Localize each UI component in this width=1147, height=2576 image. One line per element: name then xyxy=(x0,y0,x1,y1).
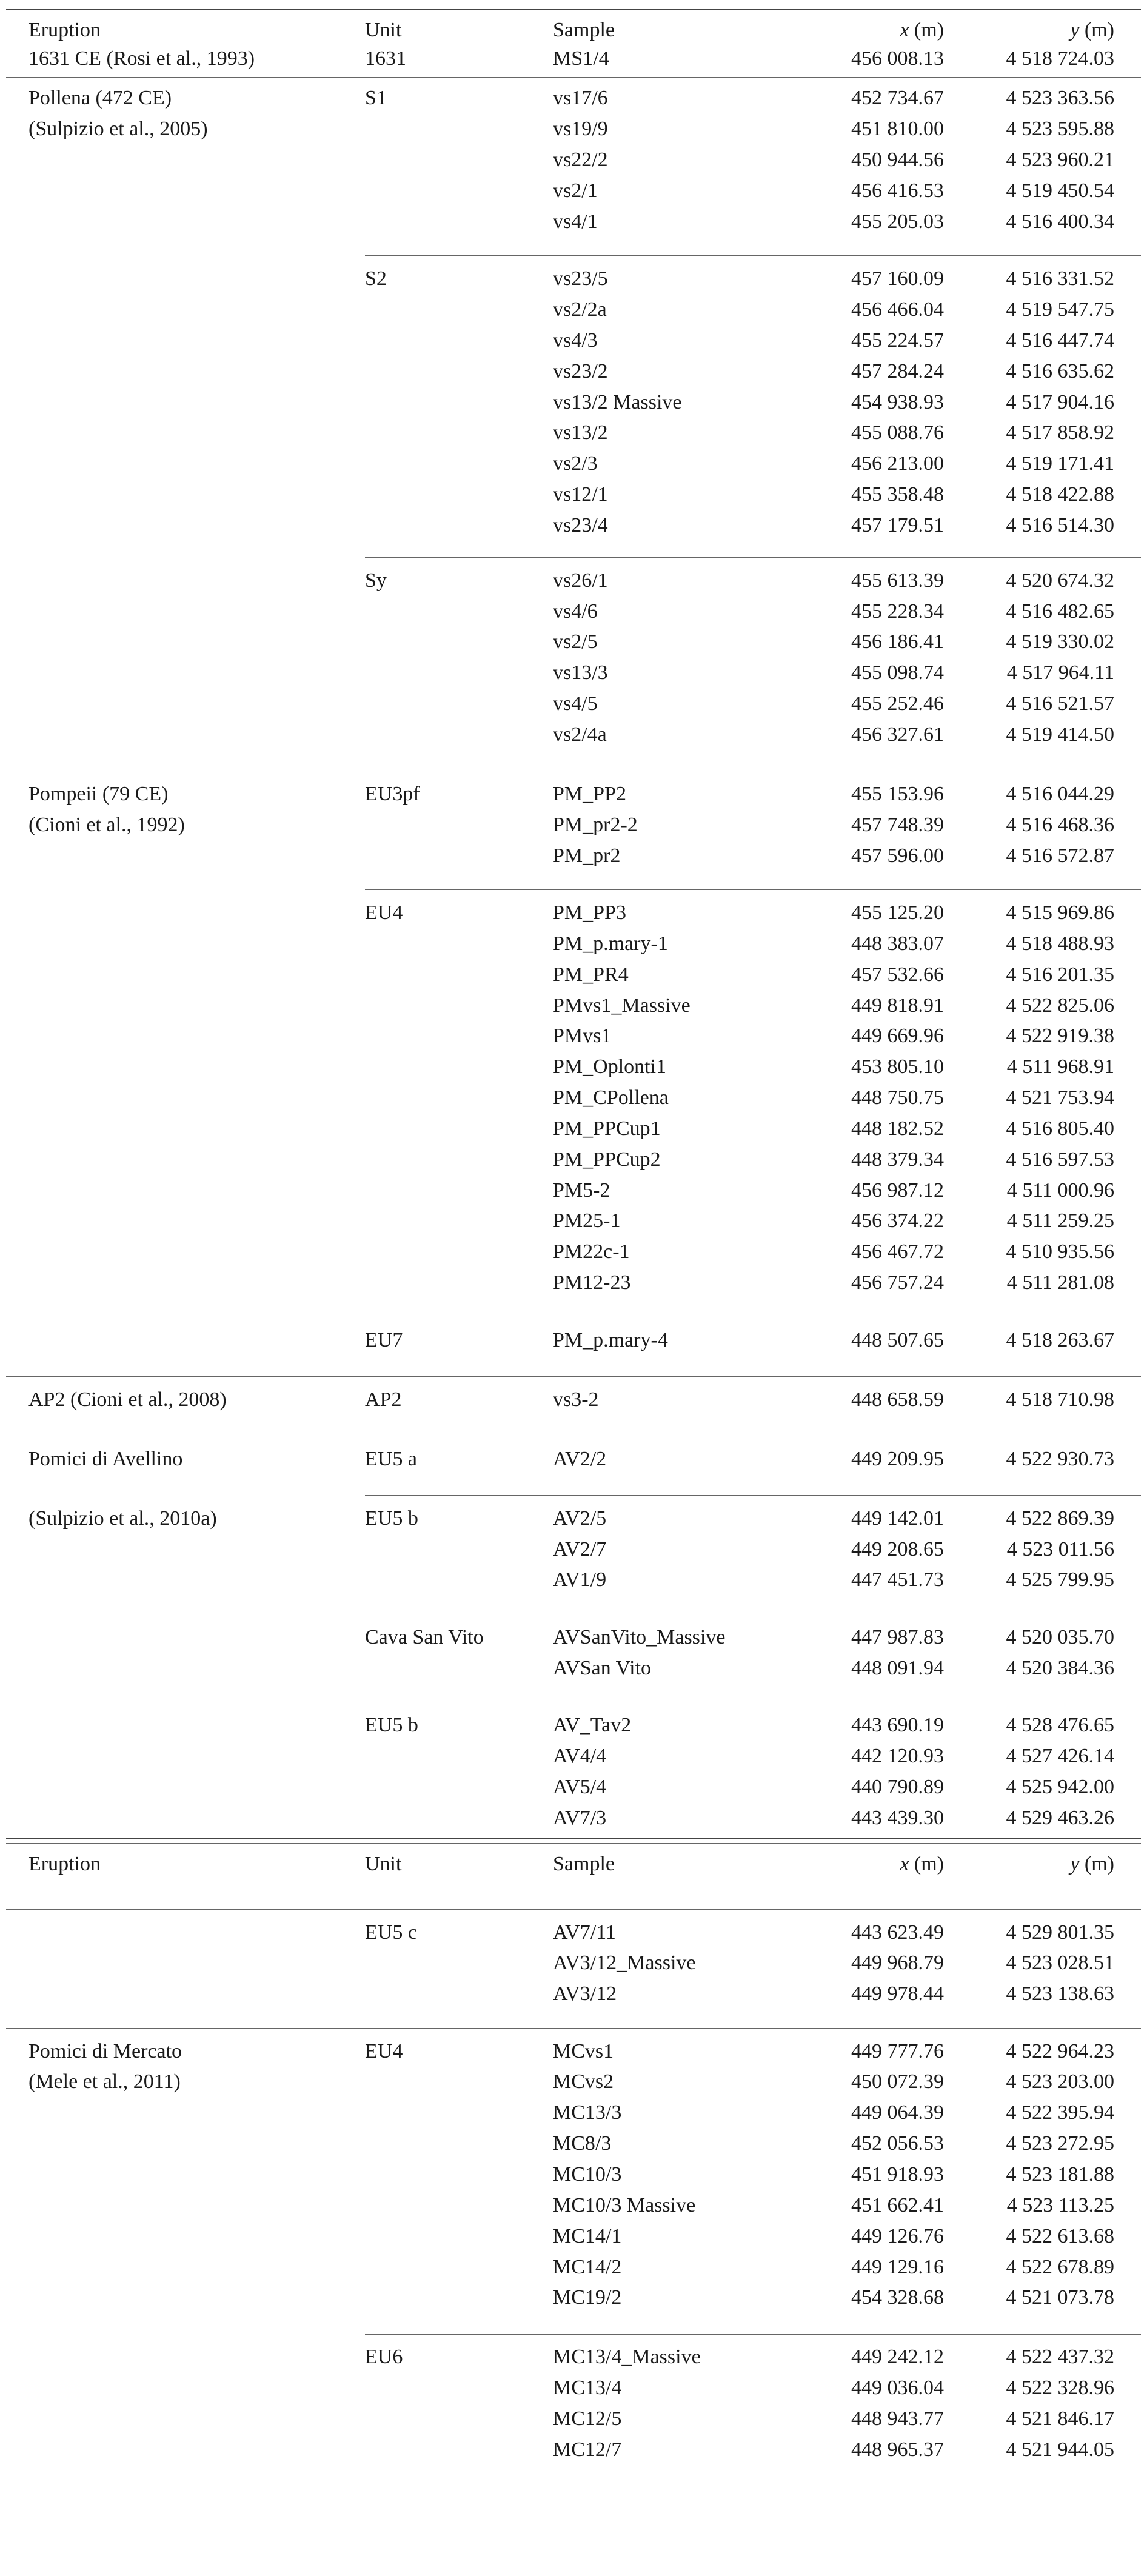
y-coordinate-cell: 4 525 942.00 xyxy=(1006,1776,1114,1798)
x-coordinate-cell: 455 098.74 xyxy=(851,661,944,684)
sample-cell: AV2/7 xyxy=(553,1538,607,1561)
x-coordinate-cell: 443 690.19 xyxy=(851,1714,944,1736)
sample-cell: vs13/3 xyxy=(553,661,608,684)
y-coordinate-cell: 4 516 572.87 xyxy=(1006,845,1114,867)
unit-cell: EU6 xyxy=(365,2346,403,2368)
x-coordinate-cell: 449 669.96 xyxy=(851,1025,944,1047)
x-coordinate-cell: 443 623.49 xyxy=(851,1921,944,1944)
y-coordinate-cell: 4 516 400.34 xyxy=(1006,210,1114,233)
unit-cell: EU5 b xyxy=(365,1714,418,1736)
sample-cell: vs22/2 xyxy=(553,149,608,171)
x-coordinate-cell: 450 944.56 xyxy=(851,149,944,171)
x-coordinate-cell: 450 072.39 xyxy=(851,2070,944,2093)
sample-cell: vs23/4 xyxy=(553,514,608,537)
sample-cell: vs19/9 xyxy=(553,118,608,140)
x-coordinate-cell: 448 507.65 xyxy=(851,1329,944,1351)
sample-cell: vs4/1 xyxy=(553,210,598,233)
y-coordinate-cell: 4 517 964.11 xyxy=(1006,661,1114,684)
y-coordinate-cell: 4 523 011.56 xyxy=(1006,1538,1114,1561)
y-coordinate-cell: 4 515 969.86 xyxy=(1006,902,1114,924)
x-coordinate-cell: 454 328.68 xyxy=(851,2286,944,2309)
sample-cell: AV2/5 xyxy=(553,1507,607,1530)
header-y: y (m) xyxy=(1070,1853,1114,1875)
y-coordinate-cell: 4 516 201.35 xyxy=(1006,963,1114,986)
y-coordinate-cell: 4 519 547.75 xyxy=(1006,298,1114,321)
y-coordinate-cell: 4 522 930.73 xyxy=(1006,1448,1114,1470)
eruption-cell: (Sulpizio et al., 2005) xyxy=(28,118,208,140)
x-coordinate-cell: 457 160.09 xyxy=(851,267,944,290)
x-coordinate-cell: 456 466.04 xyxy=(851,298,944,321)
x-coordinate-cell: 448 750.75 xyxy=(851,1086,944,1109)
y-coordinate-cell: 4 519 330.02 xyxy=(1006,631,1114,653)
eruption-cell: (Sulpizio et al., 2010a) xyxy=(28,1507,217,1530)
header-unit: Unit xyxy=(365,1853,402,1875)
x-coordinate-cell: 449 064.39 xyxy=(851,2101,944,2124)
eruption-cell: AP2 (Cioni et al., 2008) xyxy=(28,1388,227,1411)
y-coordinate-cell: 4 522 869.39 xyxy=(1006,1507,1114,1530)
y-coordinate-cell: 4 522 964.23 xyxy=(1006,2040,1114,2062)
sample-cell: vs17/6 xyxy=(553,87,608,109)
sample-cell: vs12/1 xyxy=(553,483,608,506)
sample-cell: MS1/4 xyxy=(553,47,609,70)
sample-cell: AV_Tav2 xyxy=(553,1714,632,1736)
x-coordinate-cell: 457 596.00 xyxy=(851,845,944,867)
x-coordinate-cell: 448 091.94 xyxy=(851,1657,944,1679)
x-coordinate-cell: 449 036.04 xyxy=(851,2377,944,2399)
header-eruption: Eruption xyxy=(28,19,101,41)
y-coordinate-cell: 4 510 935.56 xyxy=(1006,1240,1114,1263)
x-coordinate-cell: 456 467.72 xyxy=(851,1240,944,1263)
sample-cell: PM_CPollena xyxy=(553,1086,669,1109)
y-coordinate-cell: 4 523 363.56 xyxy=(1006,87,1114,109)
x-coordinate-cell: 452 734.67 xyxy=(851,87,944,109)
y-coordinate-cell: 4 516 514.30 xyxy=(1006,514,1114,537)
sample-cell: PM_pr2-2 xyxy=(553,814,638,836)
x-coordinate-cell: 449 129.16 xyxy=(851,2256,944,2278)
table-rule xyxy=(365,889,1141,890)
unit-cell: Cava San Vito xyxy=(365,1626,484,1648)
y-coordinate-cell: 4 518 488.93 xyxy=(1006,932,1114,955)
x-coordinate-cell: 457 748.39 xyxy=(851,814,944,836)
x-coordinate-cell: 442 120.93 xyxy=(851,1745,944,1767)
sample-cell: vs23/2 xyxy=(553,360,608,383)
x-coordinate-cell: 456 213.00 xyxy=(851,452,944,475)
y-coordinate-cell: 4 523 960.21 xyxy=(1006,149,1114,171)
y-coordinate-cell: 4 522 678.89 xyxy=(1006,2256,1114,2278)
y-coordinate-cell: 4 516 447.74 xyxy=(1006,329,1114,352)
sample-cell: AV3/12 xyxy=(553,1982,617,2005)
y-coordinate-cell: 4 511 259.25 xyxy=(1006,1209,1114,1232)
sample-cell: AV3/12_Massive xyxy=(553,1952,696,1974)
y-coordinate-cell: 4 518 710.98 xyxy=(1006,1388,1114,1411)
x-coordinate-cell: 452 056.53 xyxy=(851,2132,944,2155)
x-coordinate-cell: 448 943.77 xyxy=(851,2407,944,2430)
table-rule xyxy=(365,557,1141,558)
y-coordinate-cell: 4 518 263.67 xyxy=(1006,1329,1114,1351)
x-coordinate-cell: 448 182.52 xyxy=(851,1117,944,1140)
y-coordinate-cell: 4 516 805.40 xyxy=(1006,1117,1114,1140)
x-coordinate-cell: 455 613.39 xyxy=(851,569,944,592)
y-coordinate-cell: 4 521 846.17 xyxy=(1006,2407,1114,2430)
x-coordinate-cell: 449 142.01 xyxy=(851,1507,944,1530)
y-coordinate-cell: 4 523 203.00 xyxy=(1006,2070,1114,2093)
x-coordinate-cell: 447 987.83 xyxy=(851,1626,944,1648)
header-eruption: Eruption xyxy=(28,1853,101,1875)
sample-cell: PM_PPCup2 xyxy=(553,1148,661,1171)
x-coordinate-cell: 449 242.12 xyxy=(851,2346,944,2368)
y-coordinate-cell: 4 518 422.88 xyxy=(1006,483,1114,506)
y-coordinate-cell: 4 521 753.94 xyxy=(1006,1086,1114,1109)
y-coordinate-cell: 4 519 414.50 xyxy=(1006,723,1114,746)
unit-cell: EU5 c xyxy=(365,1921,417,1944)
y-coordinate-cell: 4 521 073.78 xyxy=(1006,2286,1114,2309)
sample-cell: PMvs1 xyxy=(553,1025,612,1047)
sample-cell: PM_p.mary-1 xyxy=(553,932,668,955)
sample-cell: PM25-1 xyxy=(553,1209,621,1232)
header-sample: Sample xyxy=(553,1853,615,1875)
y-coordinate-cell: 4 519 450.54 xyxy=(1006,179,1114,202)
x-coordinate-cell: 456 757.24 xyxy=(851,1271,944,1294)
table-rule xyxy=(6,9,1141,10)
sample-cell: PM22c-1 xyxy=(553,1240,630,1263)
header-x: x (m) xyxy=(900,19,944,41)
y-coordinate-cell: 4 511 281.08 xyxy=(1006,1271,1114,1294)
header-x: x (m) xyxy=(900,1853,944,1875)
table-rule xyxy=(6,2028,1141,2029)
x-coordinate-cell: 449 968.79 xyxy=(851,1952,944,1974)
table-rule xyxy=(365,1495,1141,1496)
y-coordinate-cell: 4 522 395.94 xyxy=(1006,2101,1114,2124)
sample-cell: vs2/1 xyxy=(553,179,598,202)
table-rule xyxy=(6,77,1141,78)
unit-cell: S1 xyxy=(365,87,387,109)
sample-cell: MC19/2 xyxy=(553,2286,622,2309)
y-coordinate-cell: 4 525 799.95 xyxy=(1006,1568,1114,1591)
y-coordinate-cell: 4 523 138.63 xyxy=(1006,1982,1114,2005)
sample-cell: vs2/4a xyxy=(553,723,607,746)
x-coordinate-cell: 453 805.10 xyxy=(851,1055,944,1078)
unit-cell: EU4 xyxy=(365,2040,403,2062)
sample-cell: MC13/4 xyxy=(553,2377,622,2399)
sample-cell: PM_p.mary-4 xyxy=(553,1329,668,1351)
header-sample: Sample xyxy=(553,19,615,41)
sample-cell: MC13/3 xyxy=(553,2101,622,2124)
unit-cell: EU4 xyxy=(365,902,403,924)
sample-cell: vs23/5 xyxy=(553,267,608,290)
y-coordinate-cell: 4 529 463.26 xyxy=(1006,1807,1114,1829)
sample-cell: MC13/4_Massive xyxy=(553,2346,701,2368)
sample-cell: MC14/2 xyxy=(553,2256,622,2278)
eruption-cell: Pompeii (79 CE) xyxy=(28,783,169,805)
y-coordinate-cell: 4 516 482.65 xyxy=(1006,600,1114,623)
x-coordinate-cell: 455 228.34 xyxy=(851,600,944,623)
sample-cell: AV2/2 xyxy=(553,1448,607,1470)
table-rule xyxy=(365,255,1141,256)
x-coordinate-cell: 449 208.65 xyxy=(851,1538,944,1561)
x-coordinate-cell: 456 416.53 xyxy=(851,179,944,202)
x-coordinate-cell: 455 224.57 xyxy=(851,329,944,352)
x-coordinate-cell: 448 383.07 xyxy=(851,932,944,955)
x-coordinate-cell: 454 938.93 xyxy=(851,391,944,413)
y-coordinate-cell: 4 517 904.16 xyxy=(1006,391,1114,413)
x-coordinate-cell: 440 790.89 xyxy=(851,1776,944,1798)
sample-cell: MC12/5 xyxy=(553,2407,622,2430)
header-unit: Unit xyxy=(365,19,402,41)
y-coordinate-cell: 4 529 801.35 xyxy=(1006,1921,1114,1944)
x-coordinate-cell: 456 186.41 xyxy=(851,631,944,653)
y-coordinate-cell: 4 528 476.65 xyxy=(1006,1714,1114,1736)
y-coordinate-cell: 4 511 000.96 xyxy=(1006,1179,1114,1202)
x-coordinate-cell: 448 379.34 xyxy=(851,1148,944,1171)
sample-cell: vs2/2a xyxy=(553,298,607,321)
sample-cell: vs13/2 xyxy=(553,421,608,444)
sample-cell: vs3-2 xyxy=(553,1388,599,1411)
y-coordinate-cell: 4 520 035.70 xyxy=(1006,1626,1114,1648)
x-coordinate-cell: 455 252.46 xyxy=(851,692,944,715)
unit-cell: EU3pf xyxy=(365,783,420,805)
unit-cell: EU5 a xyxy=(365,1448,417,1470)
y-coordinate-cell: 4 523 595.88 xyxy=(1006,118,1114,140)
sample-cell: MCvs2 xyxy=(553,2070,614,2093)
sample-cell: vs2/3 xyxy=(553,452,598,475)
y-coordinate-cell: 4 517 858.92 xyxy=(1006,421,1114,444)
eruption-cell: 1631 CE (Rosi et al., 1993) xyxy=(28,47,255,70)
y-coordinate-cell: 4 520 674.32 xyxy=(1006,569,1114,592)
sample-cell: vs4/3 xyxy=(553,329,598,352)
table-rule xyxy=(6,1376,1141,1377)
y-coordinate-cell: 4 516 597.53 xyxy=(1006,1148,1114,1171)
sample-cell: PM_pr2 xyxy=(553,845,621,867)
sample-cell: PM_PP2 xyxy=(553,783,626,805)
sample-cell: MC14/1 xyxy=(553,2225,622,2247)
y-coordinate-cell: 4 520 384.36 xyxy=(1006,1657,1114,1679)
sample-cell: AV4/4 xyxy=(553,1745,607,1767)
sample-cell: MC10/3 Massive xyxy=(553,2194,696,2216)
sample-cell: MC8/3 xyxy=(553,2132,612,2155)
x-coordinate-cell: 449 777.76 xyxy=(851,2040,944,2062)
y-coordinate-cell: 4 523 272.95 xyxy=(1006,2132,1114,2155)
sample-cell: AV7/3 xyxy=(553,1807,607,1829)
header-y: y (m) xyxy=(1070,19,1114,41)
y-coordinate-cell: 4 523 028.51 xyxy=(1006,1952,1114,1974)
y-coordinate-cell: 4 522 613.68 xyxy=(1006,2225,1114,2247)
sample-cell: vs2/5 xyxy=(553,631,598,653)
sample-cell: vs13/2 Massive xyxy=(553,391,682,413)
table-rule xyxy=(365,2334,1141,2335)
x-coordinate-cell: 456 374.22 xyxy=(851,1209,944,1232)
sample-cell: AVSan Vito xyxy=(553,1657,652,1679)
unit-cell: AP2 xyxy=(365,1388,402,1411)
eruption-cell: (Cioni et al., 1992) xyxy=(28,814,185,836)
x-coordinate-cell: 449 978.44 xyxy=(851,1982,944,2005)
y-coordinate-cell: 4 516 331.52 xyxy=(1006,267,1114,290)
y-coordinate-cell: 4 521 944.05 xyxy=(1006,2438,1114,2461)
table-rule xyxy=(6,1843,1141,1844)
table-rule xyxy=(6,1909,1141,1910)
y-coordinate-cell: 4 527 426.14 xyxy=(1006,1745,1114,1767)
x-coordinate-cell: 456 008.13 xyxy=(851,47,944,70)
eruption-cell: Pomici di Avellino xyxy=(28,1448,183,1470)
y-coordinate-cell: 4 516 521.57 xyxy=(1006,692,1114,715)
unit-cell: Sy xyxy=(365,569,387,592)
y-coordinate-cell: 4 522 919.38 xyxy=(1006,1025,1114,1047)
table-rule xyxy=(6,1838,1141,1839)
sample-cell: vs4/6 xyxy=(553,600,598,623)
sample-cell: PM_PR4 xyxy=(553,963,629,986)
sample-cell: vs4/5 xyxy=(553,692,598,715)
y-coordinate-cell: 4 523 113.25 xyxy=(1006,2194,1114,2216)
x-coordinate-cell: 447 451.73 xyxy=(851,1568,944,1591)
y-coordinate-cell: 4 518 724.03 xyxy=(1006,47,1114,70)
x-coordinate-cell: 457 284.24 xyxy=(851,360,944,383)
x-coordinate-cell: 448 965.37 xyxy=(851,2438,944,2461)
unit-cell: EU5 b xyxy=(365,1507,418,1530)
x-coordinate-cell: 456 327.61 xyxy=(851,723,944,746)
x-coordinate-cell: 455 205.03 xyxy=(851,210,944,233)
sample-cell: AVSanVito_Massive xyxy=(553,1626,726,1648)
y-coordinate-cell: 4 519 171.41 xyxy=(1006,452,1114,475)
sample-cell: AV5/4 xyxy=(553,1776,607,1798)
sample-cell: AV7/11 xyxy=(553,1921,616,1944)
x-coordinate-cell: 449 818.91 xyxy=(851,994,944,1017)
sample-cell: PMvs1_Massive xyxy=(553,994,691,1017)
x-coordinate-cell: 455 358.48 xyxy=(851,483,944,506)
eruption-cell: Pomici di Mercato xyxy=(28,2040,182,2062)
x-coordinate-cell: 449 209.95 xyxy=(851,1448,944,1470)
x-coordinate-cell: 451 662.41 xyxy=(851,2194,944,2216)
sample-cell: PM_PP3 xyxy=(553,902,626,924)
sample-cell: PM_Oplonti1 xyxy=(553,1055,667,1078)
sample-cell: vs26/1 xyxy=(553,569,608,592)
eruption-cell: (Mele et al., 2011) xyxy=(28,2070,181,2093)
x-coordinate-cell: 457 532.66 xyxy=(851,963,944,986)
unit-cell: 1631 xyxy=(365,47,406,70)
x-coordinate-cell: 457 179.51 xyxy=(851,514,944,537)
y-coordinate-cell: 4 522 437.32 xyxy=(1006,2346,1114,2368)
sample-cell: MC12/7 xyxy=(553,2438,622,2461)
sample-cell: AV1/9 xyxy=(553,1568,607,1591)
x-coordinate-cell: 443 439.30 xyxy=(851,1807,944,1829)
y-coordinate-cell: 4 522 825.06 xyxy=(1006,994,1114,1017)
unit-cell: S2 xyxy=(365,267,387,290)
eruption-cell: Pollena (472 CE) xyxy=(28,87,172,109)
x-coordinate-cell: 449 126.76 xyxy=(851,2225,944,2247)
x-coordinate-cell: 448 658.59 xyxy=(851,1388,944,1411)
x-coordinate-cell: 455 088.76 xyxy=(851,421,944,444)
x-coordinate-cell: 455 125.20 xyxy=(851,902,944,924)
x-coordinate-cell: 451 810.00 xyxy=(851,118,944,140)
y-coordinate-cell: 4 516 468.36 xyxy=(1006,814,1114,836)
sample-cell: PM12-23 xyxy=(553,1271,631,1294)
sample-cell: MC10/3 xyxy=(553,2163,622,2186)
x-coordinate-cell: 456 987.12 xyxy=(851,1179,944,1202)
y-coordinate-cell: 4 522 328.96 xyxy=(1006,2377,1114,2399)
y-coordinate-cell: 4 516 635.62 xyxy=(1006,360,1114,383)
sample-cell: MCvs1 xyxy=(553,2040,614,2062)
y-coordinate-cell: 4 523 181.88 xyxy=(1006,2163,1114,2186)
sample-cell: PM_PPCup1 xyxy=(553,1117,661,1140)
sample-cell: PM5-2 xyxy=(553,1179,610,1202)
x-coordinate-cell: 455 153.96 xyxy=(851,783,944,805)
y-coordinate-cell: 4 511 968.91 xyxy=(1006,1055,1114,1078)
unit-cell: EU7 xyxy=(365,1329,403,1351)
x-coordinate-cell: 451 918.93 xyxy=(851,2163,944,2186)
y-coordinate-cell: 4 516 044.29 xyxy=(1006,783,1114,805)
